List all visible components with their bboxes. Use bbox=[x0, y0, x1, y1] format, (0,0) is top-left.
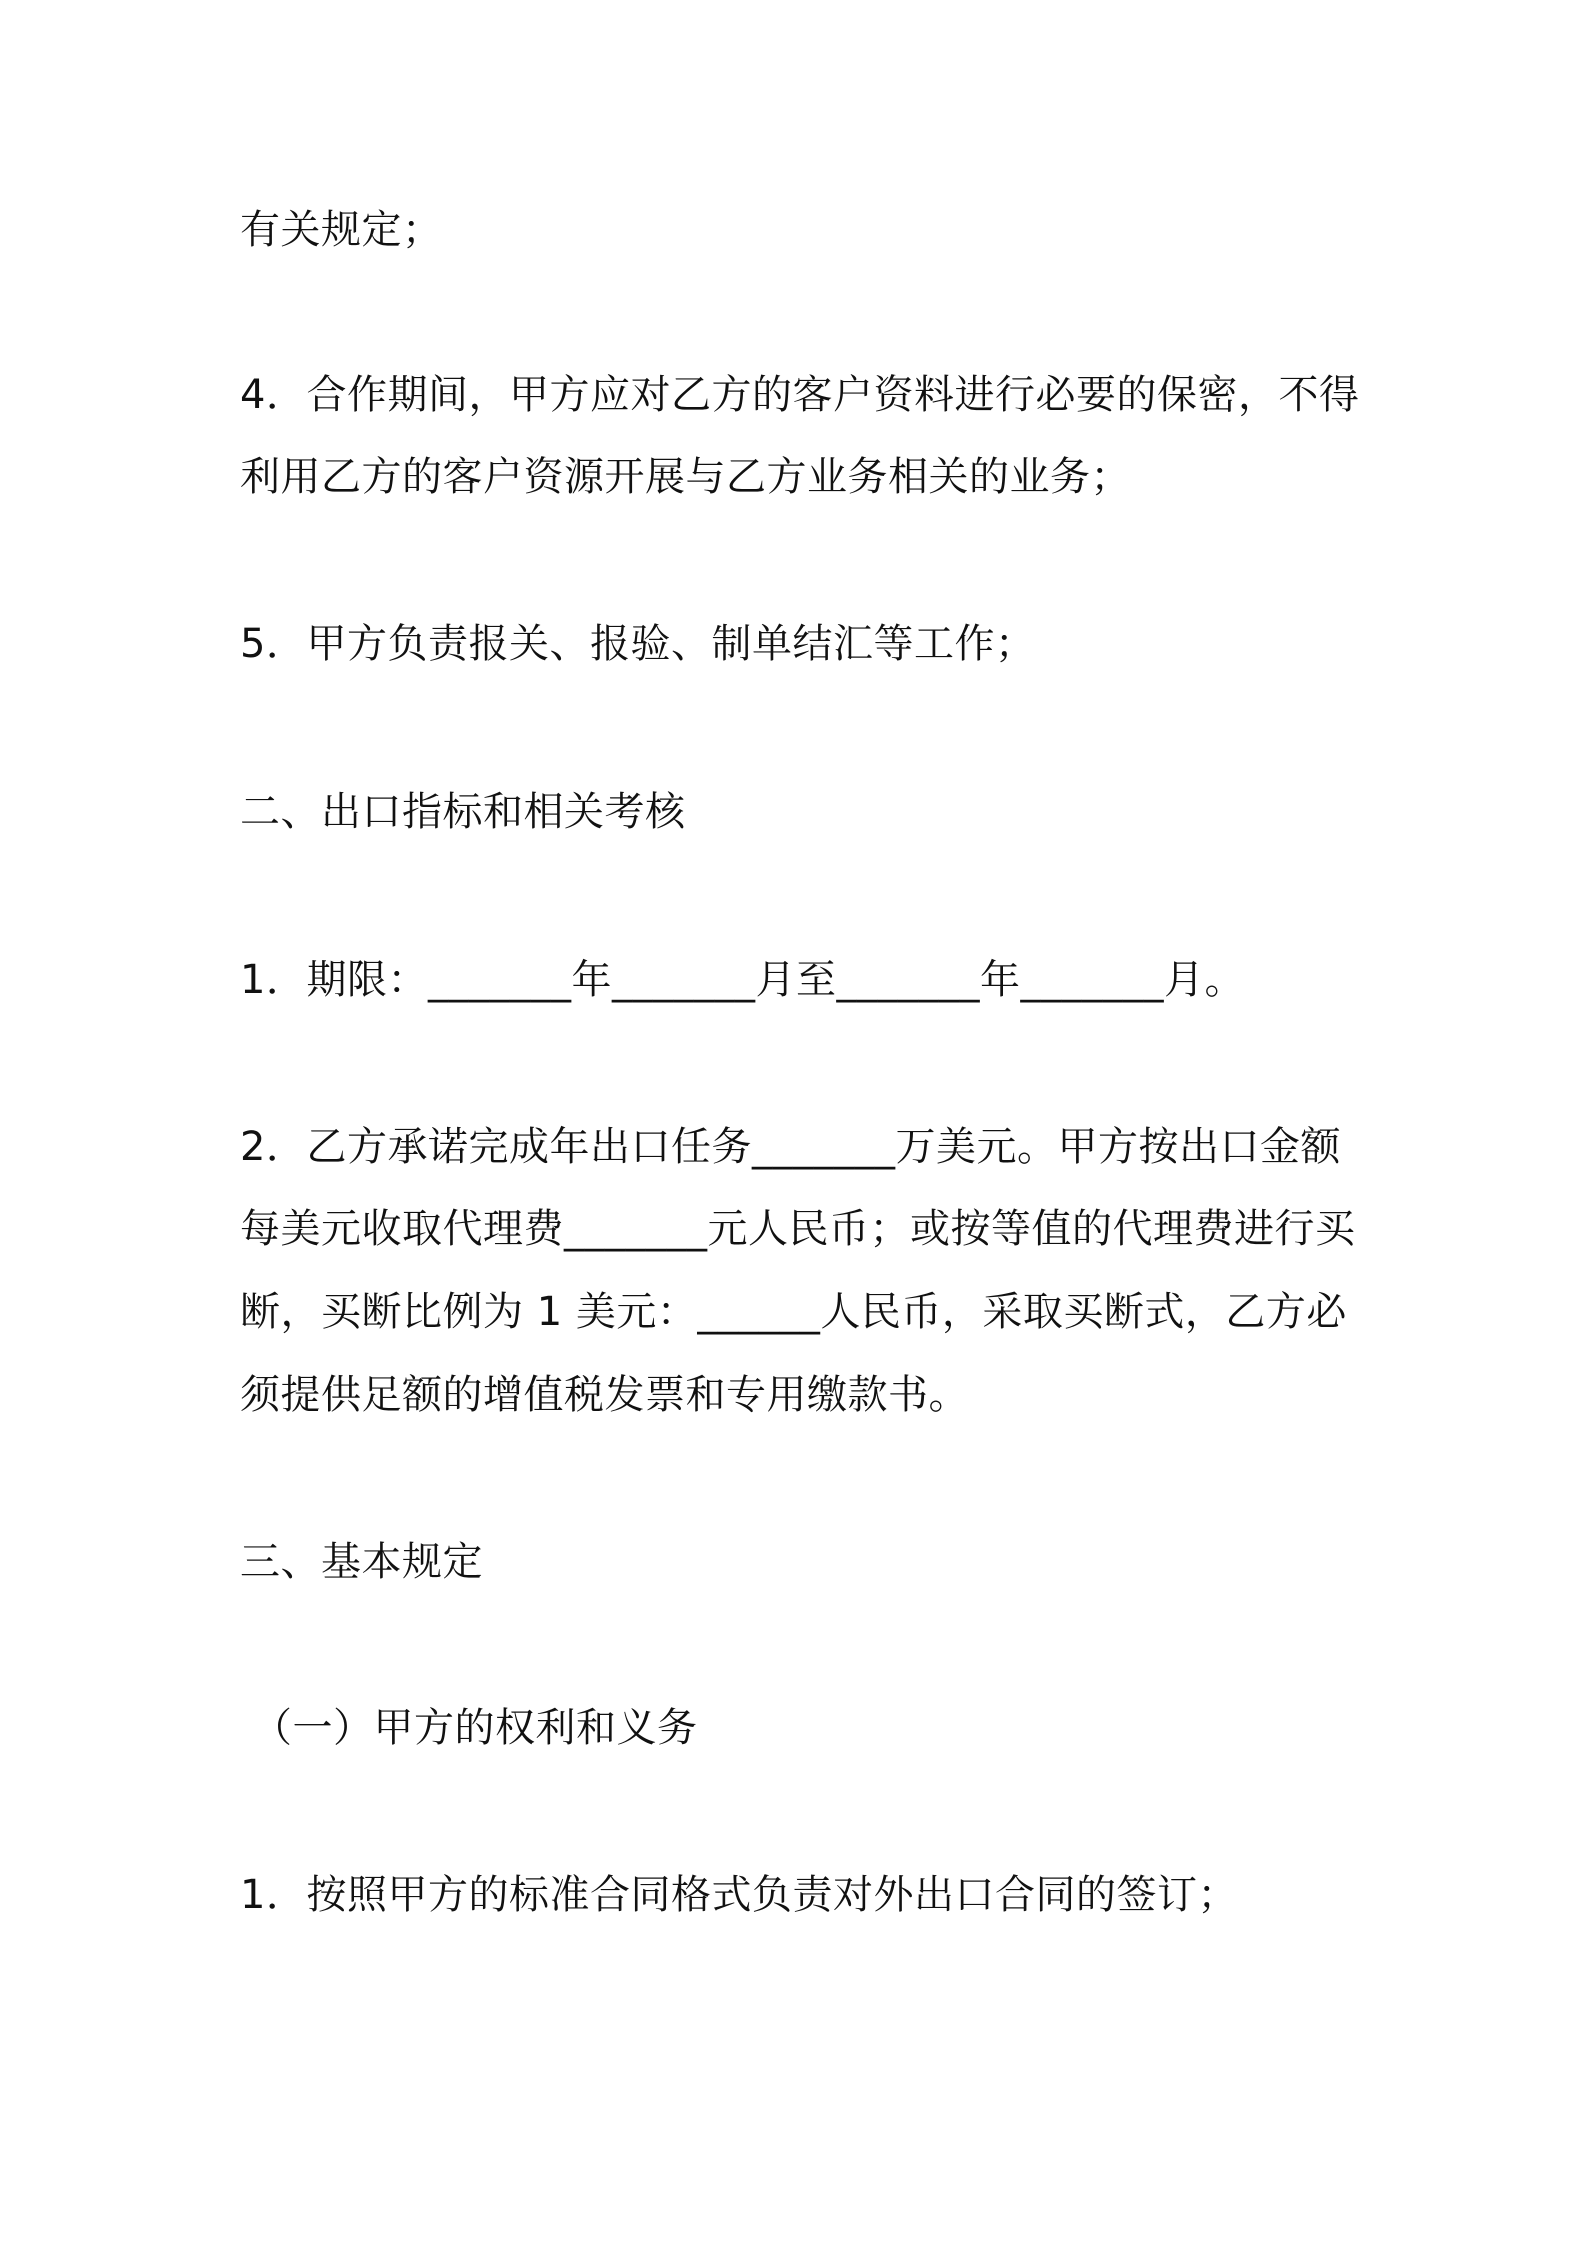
text-line-commitment-1: 2．乙方承诺完成年出口任务_______万美元。甲方按出口金额 bbox=[240, 1124, 1341, 1170]
subsection-heading-party-a-rights: （一）甲方的权利和义务 bbox=[252, 1705, 698, 1751]
text-line-commitment-2: 每美元收取代理费_______元人民币；或按等值的代理费进行买 bbox=[240, 1206, 1356, 1252]
text-line-rights-item-1: 1．按照甲方的标准合同格式负责对外出口合同的签订； bbox=[240, 1872, 1238, 1918]
text-line-commitment-3: 断，买断比例为 1 美元：______人民币，采取买断式，乙方必 bbox=[240, 1289, 1347, 1335]
section-heading-export-indicators: 二、出口指标和相关考核 bbox=[240, 789, 686, 835]
text-line-term: 1．期限：_______年_______月至_______年_______月。 bbox=[240, 957, 1245, 1003]
text-line-item-5: 5．甲方负责报关、报验、制单结汇等工作； bbox=[240, 621, 1036, 667]
text-line-item-4-part-1: 4．合作期间，甲方应对乙方的客户资料进行必要的保密，不得 bbox=[240, 372, 1360, 418]
text-line-item-4-part-2: 利用乙方的客户资源开展与乙方业务相关的业务； bbox=[240, 454, 1131, 500]
section-heading-basic-rules: 三、基本规定 bbox=[240, 1539, 483, 1585]
text-line-commitment-4: 须提供足额的增值税发票和专用缴款书。 bbox=[240, 1372, 969, 1418]
text-line-regulations-end: 有关规定； bbox=[240, 207, 443, 253]
